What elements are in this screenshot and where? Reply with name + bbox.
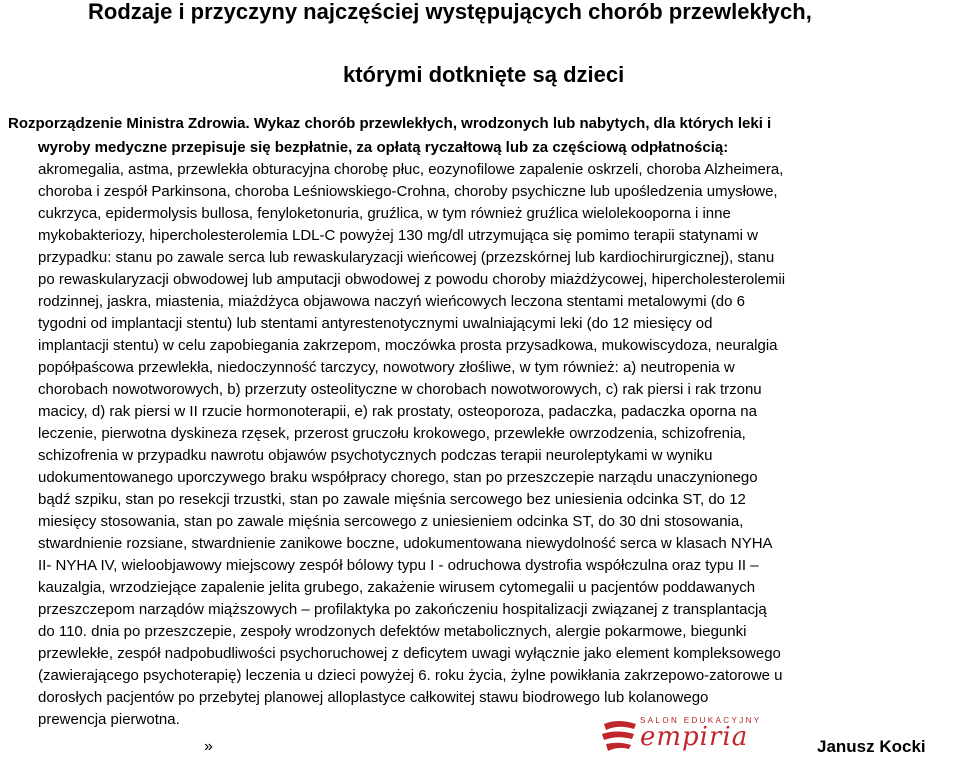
body-line: akromegalia, astma, przewlekła obturacyjna chorobę płuc, eozynofilowe zapalenie oskrzeli, choroba Alzheimera, [38,161,784,178]
body-line: rodzinnej, jaskra, miastenia, miażdżyca objawowa naczyń wieńcowych leczona stentami metalowymi (do 6 [38,293,745,310]
body-line: chorobach nowotworowych, b) przerzuty osteolityczne w chorobach nowotworowych, c) rak piersi i rak trzonu [38,381,762,398]
body-line: mykobakteriozy, hipercholesterolemia LDL-C powyżej 130 mg/dl utrzymująca się pomimo terapii statynami w [38,227,759,244]
body-line: tygodni od implantacji stentu) lub stentami antyrestenotycznymi uwalniającymi leki (do 12 miesięcy od [38,315,713,332]
body-line: miesięcy stosowania, stan po zawale mięśnia sercowego z uniesieniem odcinka ST, do 30 dni stosowania, [38,513,744,530]
body-line: przewlekłe, zespół nadpobudliwości psychoruchowej z deficytem uwagi wyłącznie jako element kompleksowego [38,645,781,662]
body-line: implantacji stentu) w celu zapobiegania zakrzepom, moczówka prosta przysadkowa, mukowiscydoza, neuralgia [38,337,778,354]
logo-wordmark: empiria [640,722,749,752]
body-line: po rewaskularyzacji obwodowej lub amputacji obwodowej z powodu choroby miażdżycowej, hipercholesterolemii [38,271,786,288]
body-line: cukrzyca, epidermolysis bullosa, fenyloketonuria, gruźlica, w tym również gruźlica wielolekooporna i inne [38,205,731,222]
body-line: wyroby medyczne przepisuje się bezpłatnie, za opłatą ryczałtową lub za częściową odpłatnością: [38,138,729,156]
body-line: leczenie, pierwotna dyskineza rzęsek, przerost gruczołu krokowego, przewlekłe owrzodzenia, schizofrenia, [38,425,746,442]
body-line: do 110. dnia po przeszczepie, zespoły wrodzonych defektów metabolicznych, alergie pokarmowe, biegunki [38,623,747,640]
body-line: (zawierającego psychoterapię) leczenia u dzieci powyżej 6. roku życia, żylne powikłania zakrzepowo-zatorowe u [38,667,783,684]
body-line: przypadku: stanu po zawale serca lub rewaskularyzacji wieńcowej (przezskórnej lub kardiochirurgicznej), stanu [38,249,775,266]
logo-swoosh-icon [600,716,640,755]
body-line: macicy, d) rak piersi w II rzucie hormonoterapii, e) rak prostaty, osteoporoza, padaczka, padaczka oporna na [38,403,757,420]
body-line: udokumentowanego uporczywego braku współpracy chorego, stan po przeszczepie narządu unaczynionego [38,469,758,486]
empiria-logo [600,716,800,755]
author-name: Janusz Kocki [817,737,926,756]
body-line: popółpaścowa przewlekła, niedoczynność tarczycy, nowotwory złośliwe, w tym również: a) neutropenia w [38,359,735,376]
body-line: dorosłych pacjentów po przebytej planowej alloplastyce całkowitej stawu biodrowego lub kolanowego [38,689,709,706]
body-line: II- NYHA IV, wieloobjawowy miejscowy zespół bólowy typu I - odruchowa dystrofia współczulna oraz typu II – [38,557,759,574]
body-line: stwardnienie rozsiane, stwardnienie zanikowe boczne, udokumentowana niewydolność serca w klasach NYHA [38,535,773,552]
next-marker: » [204,738,213,755]
body-line: prewencja pierwotna. [38,711,180,728]
logo-subtitle: SALON EDUKACYJNY [640,716,762,725]
slide-title-line-1: Rodzaje i przyczyny najczęściej występujących chorób przewlekłych, [88,0,812,24]
body-line: przeszczepom narządów miąższowych – profilaktyka po zakończeniu hospitalizacji związanej z transplantacją [38,601,767,618]
body-line: choroba i zespół Parkinsona, choroba Leśniowskiego-Crohna, choroby psychiczne lub upośledzenia umysłowe, [38,183,778,200]
slide-title-line-2: którymi dotknięte są dzieci [343,62,625,87]
body-line: kauzalgia, wrzodziejące zapalenie jelita grubego, zakażenie wirusem cytomegalii u pacjentów poddawanych [38,579,756,596]
body-line: bądź szpiku, stan po resekcji trzustki, stan po zawale mięśnia sercowego bez uniesienia odcinka ST, do 12 [38,491,746,508]
body-text [0,112,955,731]
body-line: Rozporządzenie Ministra Zdrowia. Wykaz chorób przewlekłych, wrodzonych lub nabytych, dla których leki i [8,115,772,132]
body-line: schizofrenia w przypadku nawrotu objawów psychotycznych podczas terapii neuroleptykami w wyniku [38,447,713,464]
